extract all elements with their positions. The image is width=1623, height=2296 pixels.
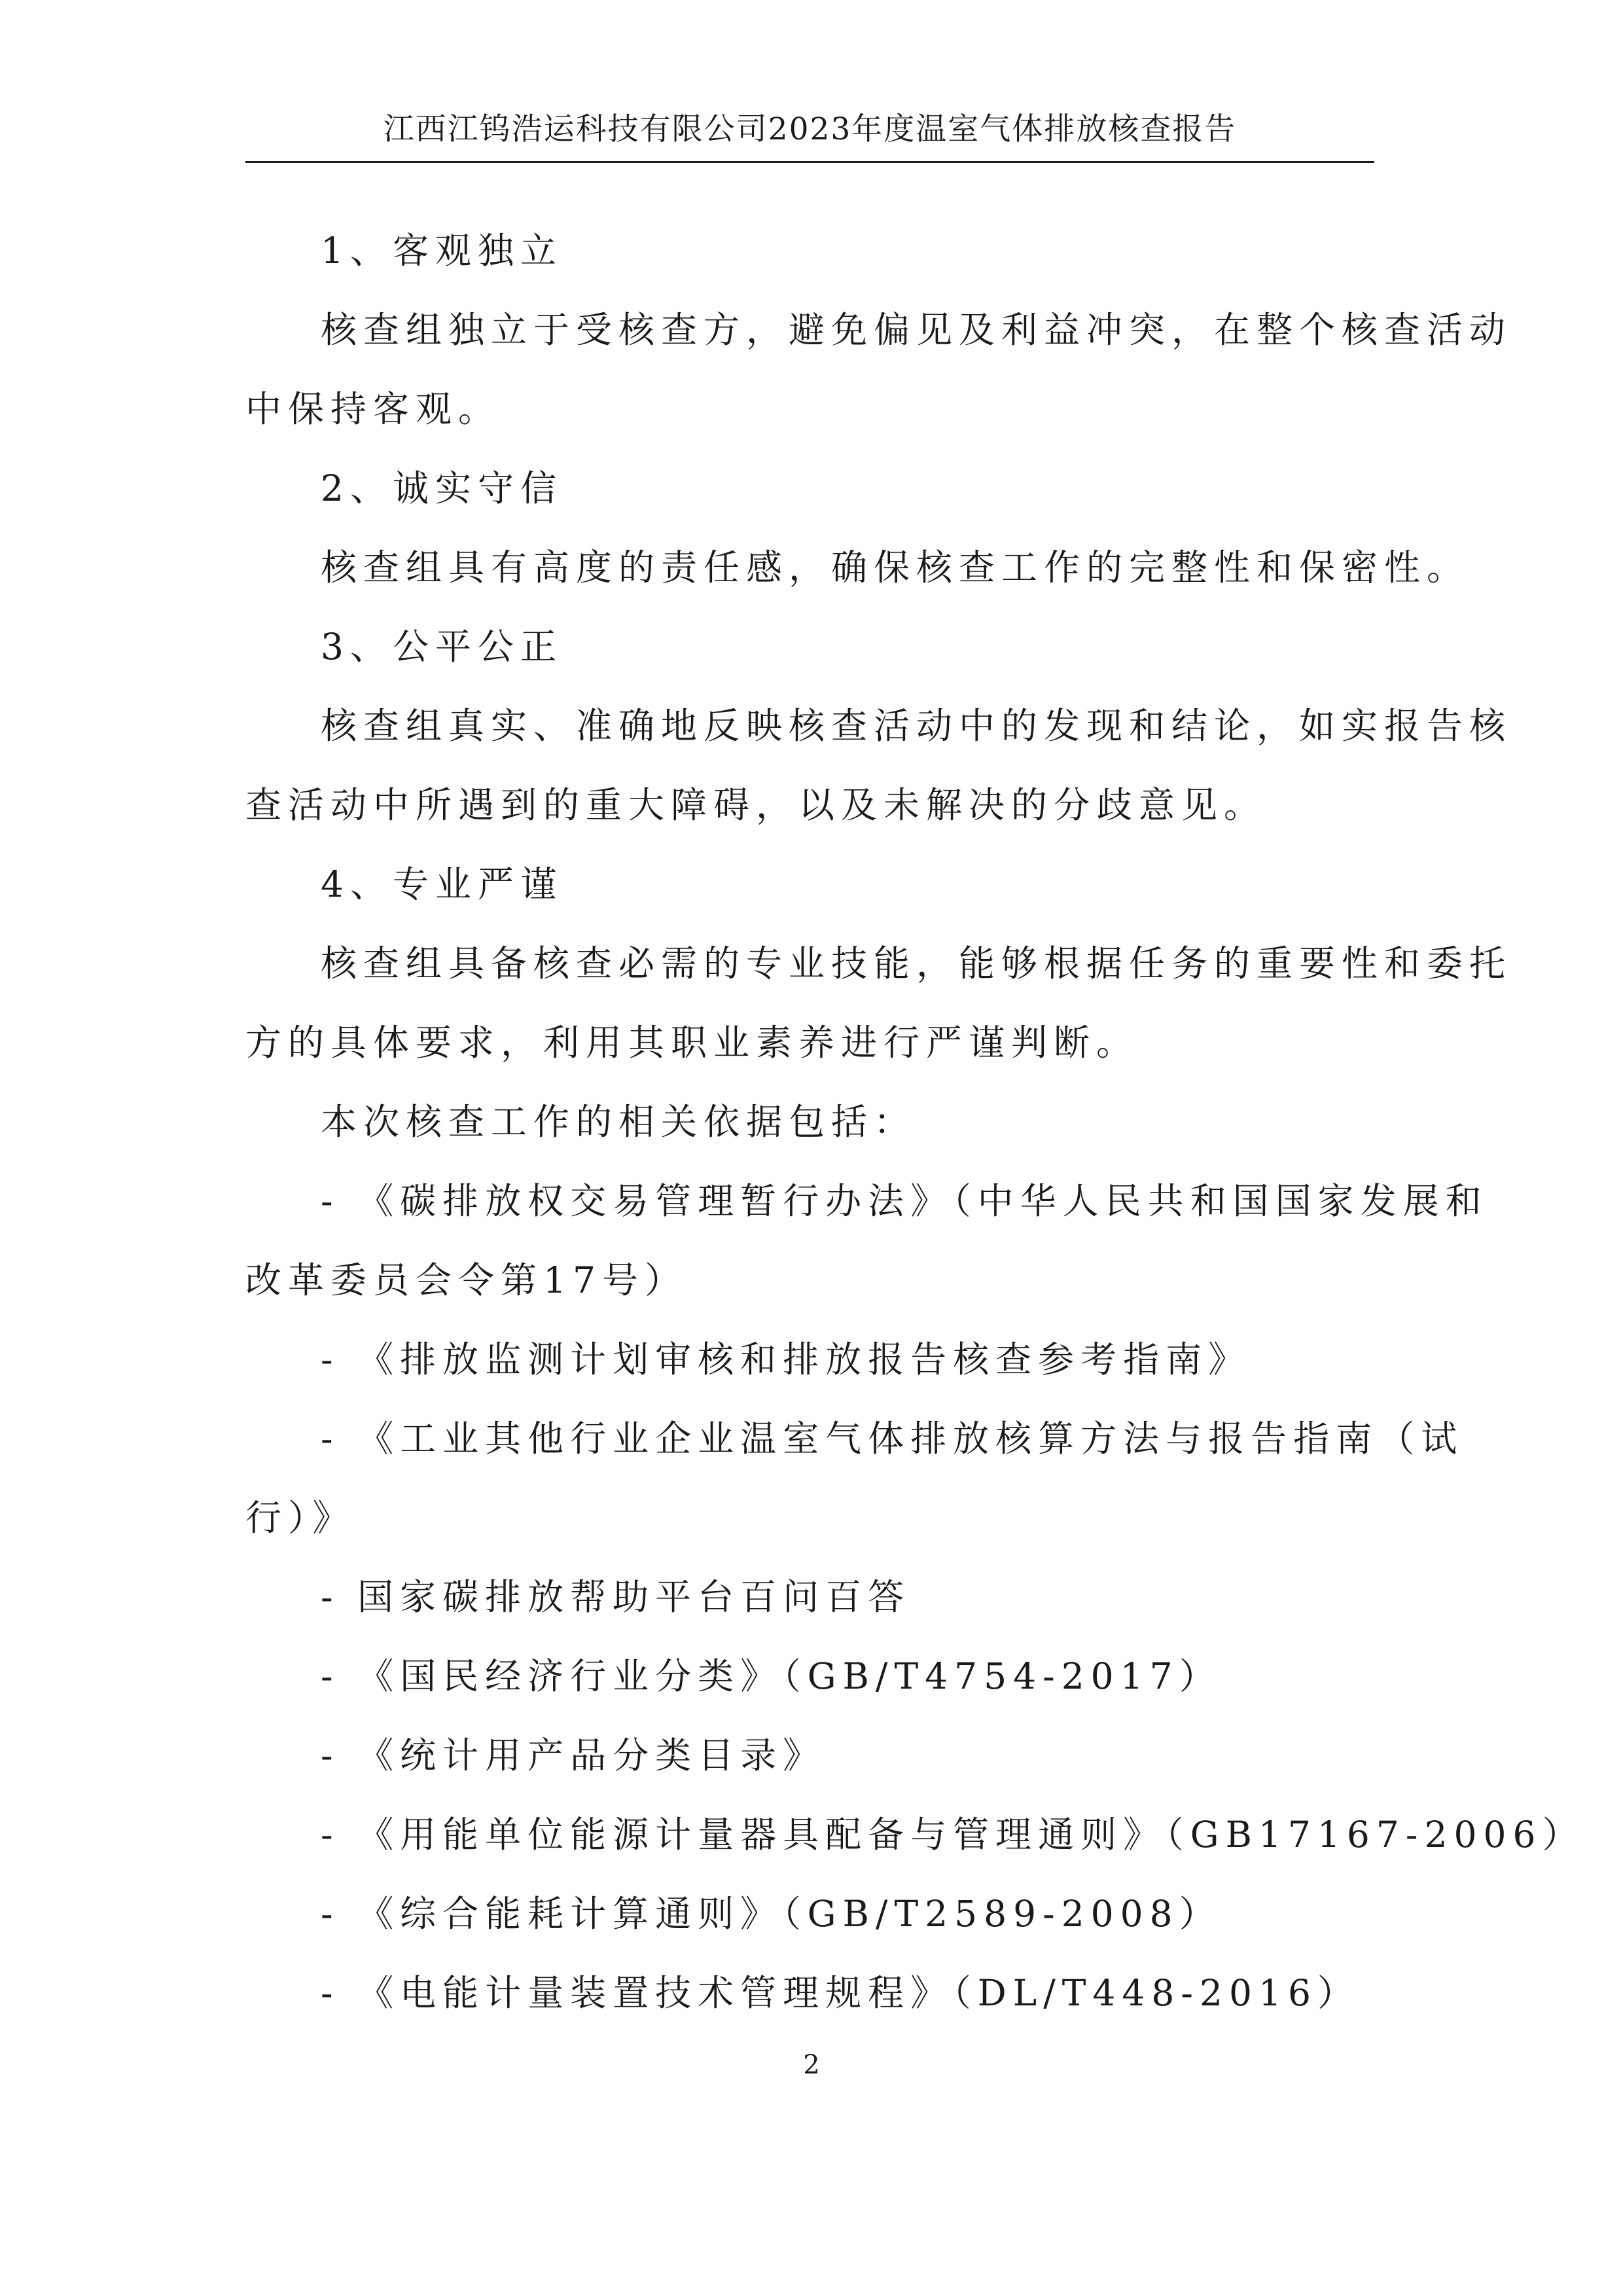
principle-heading-1: 1、客观独立 — [321, 230, 563, 272]
basis-item-6: - 《统计用产品分类目录》 — [321, 1734, 826, 1776]
principle-text-2: 核查组具有高度的责任感，确保核查工作的完整性和保密性。 — [321, 547, 1470, 588]
basis-item-5: - 《国民经济行业分类》（GB/T4754-2017） — [321, 1655, 1222, 1697]
basis-intro: 本次核查工作的相关依据包括： — [321, 1101, 917, 1143]
header-divider — [245, 161, 1374, 163]
basis-item-1-line-2: 改革委员会令第17号） — [245, 1259, 687, 1301]
document-body — [245, 211, 1585, 2033]
basis-item-8: - 《综合能耗计算通则》（GB/T2589-2008） — [321, 1893, 1222, 1935]
principle-heading-2: 2、诚实守信 — [321, 467, 563, 509]
page-number: 2 — [803, 2050, 820, 2080]
basis-item-4: - 国家碳排放帮助平台百问百答 — [321, 1576, 911, 1618]
principle-text-3-line-2: 查活动中所遇到的重大障碍，以及未解决的分歧意见。 — [245, 784, 1267, 826]
basis-item-9: - 《电能计量装置技术管理规程》（DL/T448-2016） — [321, 1972, 1360, 2014]
basis-item-3-line-1: - 《工业其他行业企业温室气体排放核算方法与报告指南（试 — [321, 1418, 1464, 1460]
basis-item-2: - 《排放监测计划审核和排放报告核查参考指南》 — [321, 1338, 1251, 1380]
basis-item-7: - 《用能单位能源计量器具配备与管理通则》（GB17167-2006） — [321, 1814, 1585, 1856]
principle-text-4-line-1: 核查组具备核查必需的专业技能，能够根据任务的重要性和委托 — [321, 942, 1512, 984]
page-header-title: 江西江钨浩运科技有限公司2023年度温室气体排放核查报告 — [383, 111, 1237, 147]
principle-text-3-line-1: 核查组真实、准确地反映核查活动中的发现和结论，如实报告核 — [321, 705, 1512, 747]
principle-heading-4: 4、专业严谨 — [321, 863, 563, 905]
basis-item-1-line-1: - 《碳排放权交易管理暂行办法》（中华人民共和国国家发展和 — [321, 1180, 1488, 1222]
principle-text-4-line-2: 方的具体要求，利用其职业素养进行严谨判断。 — [245, 1022, 1139, 1064]
principle-text-1-line-2: 中保持客观。 — [245, 388, 501, 430]
principle-heading-3: 3、公平公正 — [321, 626, 563, 668]
basis-item-3-line-2: 行）》 — [245, 1497, 355, 1539]
principle-text-1-line-1: 核查组独立于受核查方，避免偏见及利益冲突，在整个核查活动 — [321, 309, 1512, 351]
